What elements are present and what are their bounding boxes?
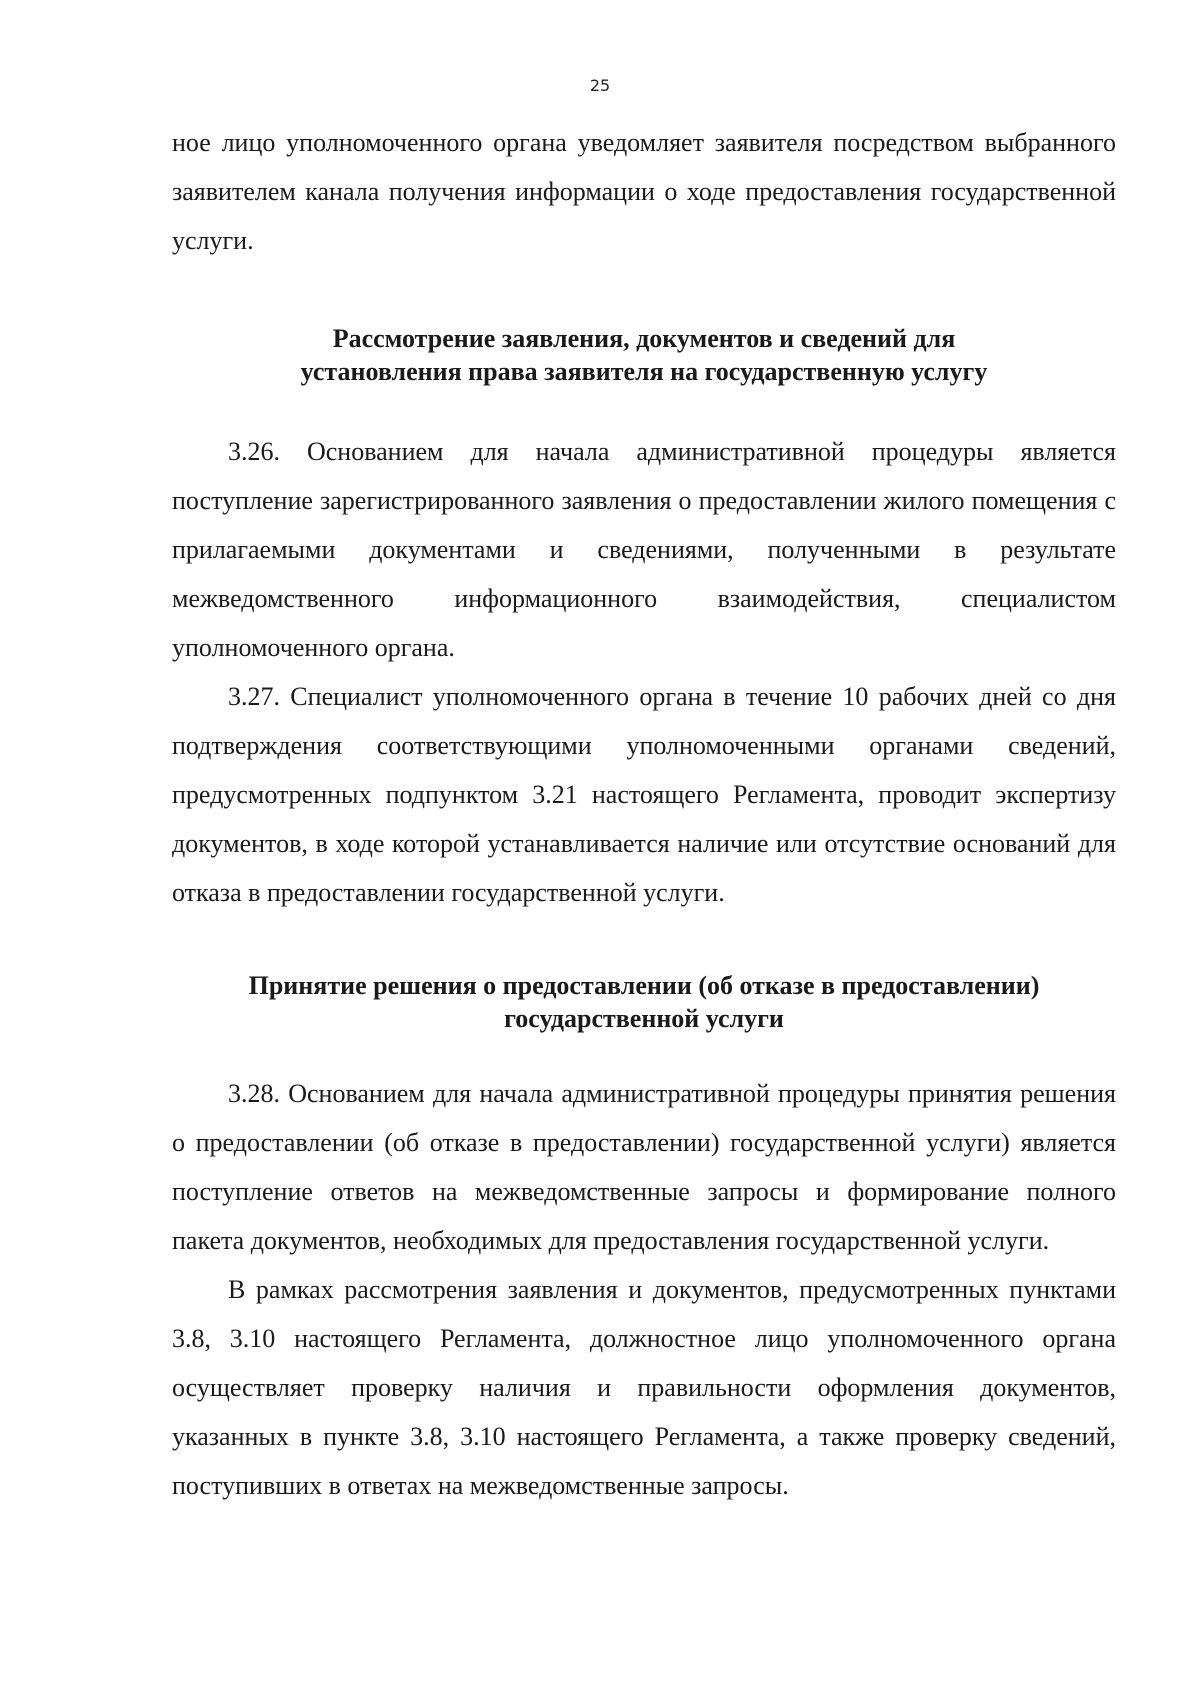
section-heading-decision-line2: государственной услуги [504, 1004, 784, 1033]
section-heading-review-line2: установления права заявителя на государственную услугу [300, 357, 988, 386]
paragraph-3-28: 3.28. Основанием для начала административной процедуры принятия решения о предоставлении (об отказе в предоставлении) государственной услуги) является поступление ответов на межведомственные запросы и формирование полного пакета документов, необходимых для предоставления государственной услуги. [172, 1079, 1116, 1255]
section-heading-decision-line1: Принятие решения о предоставлении (об отказе в предоставлении) [248, 971, 1040, 1000]
page-number: 25 [589, 76, 611, 95]
section-heading-review [172, 322, 1116, 388]
section-heading-decision [172, 969, 1116, 1035]
paragraph-review-scope: В рамках рассмотрения заявления и документов, предусмотренных пунктами 3.8, 3.10 настоящего Регламента, должностное лицо уполномоченного органа осуществляет проверку наличия и правильности оформления документов, указанных в пункте 3.8, 3.10 настоящего Регламента, а также проверку сведений, поступивших в ответах на межведомственные запросы. [172, 1275, 1116, 1500]
intro-paragraph: ное лицо уполномоченного органа уведомляет заявителя посредством выбранного заявителем канала получения информации о ходе предоставления государственной услуги. [172, 128, 1116, 255]
section-heading-review-line1: Рассмотрение заявления, документов и сведений для [332, 324, 956, 353]
paragraph-3-26: 3.26. Основанием для начала административной процедуры является поступление зарегистрированного заявления о предоставлении жилого помещения с прилагаемыми документами и сведениями, полученными в результате межведомственного информационного взаимодействия, специалистом уполномоченного органа. [172, 437, 1116, 662]
paragraph-3-27: 3.27. Специалист уполномоченного органа в течение 10 рабочих дней со дня подтверждения соответствующими уполномоченными органами сведений, предусмотренных подпунктом 3.21 настоящего Регламента, проводит экспертизу документов, в ходе которой устанавливается наличие или отсутствие оснований для отказа в предоставлении государственной услуги. [172, 682, 1116, 907]
page-content [172, 118, 1116, 1510]
